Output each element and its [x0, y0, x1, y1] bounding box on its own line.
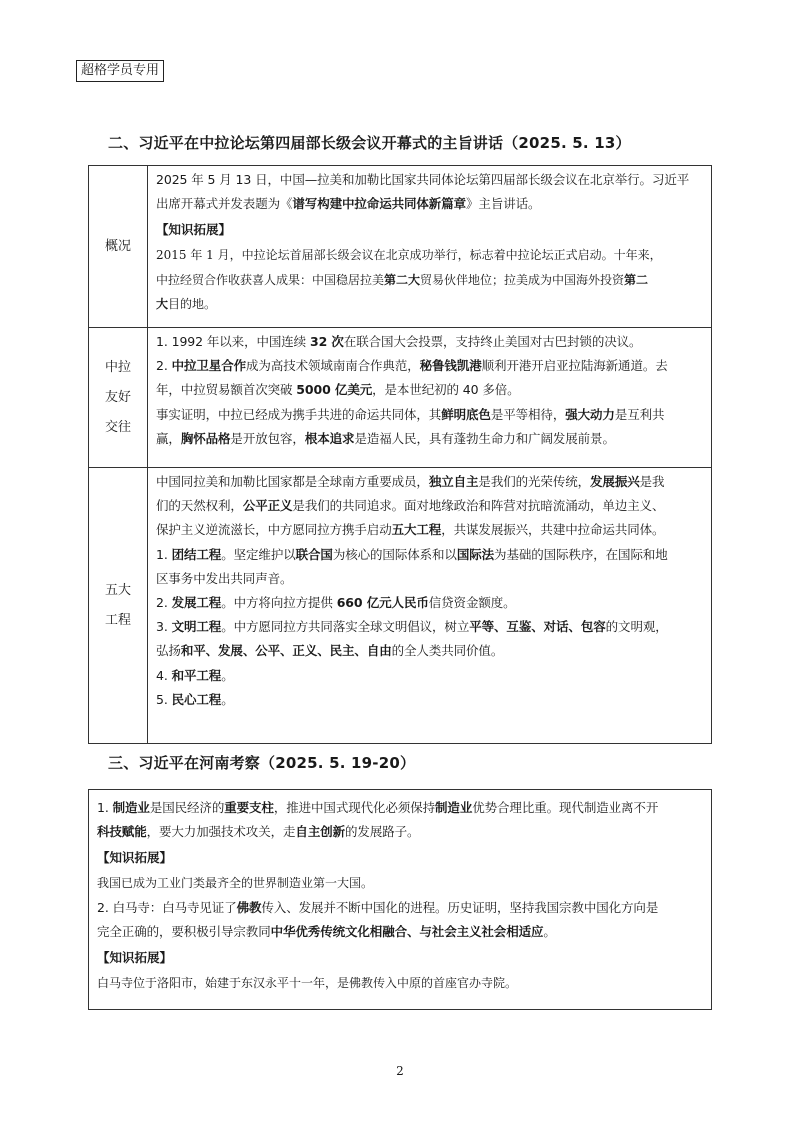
row-label-overview: 概况: [89, 166, 148, 328]
friendship-line-1: 1. 1992 年以来，中国连续 32 次在联合国大会投票，支持终止美国对古巴封锁的决议。: [156, 334, 642, 349]
henan-line-3: 2. 白马寺：白马寺见证了佛教传入、发展并不断中国化的进程。历史证明，坚持我国宗教中国化方向是: [97, 899, 659, 915]
henan-line-1: 1. 制造业是国民经济的重要支柱，推进中国式现代化必须保持制造业优势合理比重。现代制造业离不开: [97, 800, 659, 815]
friendship-line-3: 年，中拉贸易额首次突破 5000 亿美元，是本世纪初的 40 多倍。: [156, 382, 520, 398]
row-content-five-projects: [148, 468, 712, 744]
projects-line-5: 区事务中发出共同声音。: [156, 570, 293, 586]
projects-line-1: 中国同拉美和加勒比国家都是全球南方重要成员，独立自主是我们的光荣传统，发展振兴是我: [156, 474, 665, 489]
overview-line-2: 出席开幕式并发表题为《谱写构建中拉命运共同体新篇章》主旨讲话。: [156, 196, 541, 212]
row-content-overview: [148, 166, 712, 328]
overview-line-1: 2025 年 5 月 13 日，中国—拉美和加勒比国家共同体论坛第四届部长级会议在北京举行。习近平: [156, 172, 690, 187]
table-row-five-projects: [89, 468, 712, 744]
knowledge-extension-label-3: 【知识拓展】: [97, 950, 173, 966]
friendship-line-2: 2. 中拉卫星合作成为高技术领域南南合作典范，秘鲁钱凯港顺利开港开启亚拉陆海新通道。去: [156, 358, 668, 374]
row-label-friendship: 中拉 友好 交往: [89, 328, 148, 468]
overview-ext-line-1: 2015 年 1 月，中拉论坛首届部长级会议在北京成功举行，标志着中拉论坛正式启动。十年来，: [156, 248, 662, 263]
henan-line-2: 科技赋能，要大力加强技术攻关，走自主创新的发展路子。: [97, 824, 420, 840]
row-content-friendship: [148, 328, 712, 468]
table-row-overview: [89, 166, 712, 328]
projects-line-10: 5. 民心工程。: [156, 691, 234, 707]
overview-ext-line-3: 大目的地。: [156, 297, 217, 312]
section-2-heading: 二、习近平在中拉论坛第四届部长级会议开幕式的主旨讲话（2025. 5. 13）: [108, 134, 631, 152]
henan-ext-line-2: 白马寺位于洛阳市，始建于东汉永平十一年，是佛教传入中原的首座官办寺院。: [97, 976, 518, 991]
projects-line-6: 2. 发展工程。中方将向拉方提供 660 亿元人民币信贷资金额度。: [156, 595, 516, 611]
overview-ext-line-2: 中拉经贸合作收获喜人成果：中国稳居拉美第二大贸易伙伴地位；拉美成为中国海外投资第二: [156, 272, 649, 287]
projects-line-2: 们的天然权利，公平正义是我们的共同追求。面对地缘政治和阵营对抗暗流涌动，单边主义、: [156, 498, 665, 514]
knowledge-extension-label: 【知识拓展】: [156, 222, 232, 238]
friendship-line-5: 赢，胸怀品格是开放包容，根本追求是造福人民，具有蓬勃生命力和广阔发展前景。: [156, 430, 615, 446]
page-number: 2: [396, 1064, 404, 1078]
projects-line-3: 保护主义逆流滋长，中方愿同拉方携手启动五大工程，共谋发展振兴，共建中拉命运共同体。: [156, 522, 665, 538]
friendship-line-4: 事实证明，中拉已经成为携手共进的命运共同体，其鲜明底色是平等相待，强大动力是互利共: [156, 406, 665, 422]
section-3-heading: 三、习近平在河南考察（2025. 5. 19-20）: [108, 754, 416, 772]
projects-line-9: 4. 和平工程。: [156, 667, 234, 683]
henan-ext-line-1: 我国已成为工业门类最齐全的世界制造业第一大国。: [97, 876, 374, 891]
table-row-friendship: [89, 328, 712, 468]
henan-line-4: 完全正确的，要积极引导宗教同中华优秀传统文化相融合、与社会主义社会相适应。: [97, 924, 556, 940]
projects-line-7: 3. 文明工程。中方愿同拉方共同落实全球文明倡议，树立平等、互鉴、对话、包容的文明观，: [156, 619, 668, 635]
knowledge-extension-label-2: 【知识拓展】: [97, 850, 173, 866]
row-label-five-projects: 五大 工程: [89, 468, 148, 744]
student-tag: 超格学员专用: [76, 60, 164, 82]
section-2-table: [88, 165, 712, 744]
projects-line-8: 弘扬和平、发展、公平、正义、民主、自由的全人类共同价值。: [156, 643, 504, 659]
projects-line-4: 1. 团结工程。坚定维护以联合国为核心的国际体系和以国际法为基础的国际秩序，在国际和地: [156, 546, 668, 562]
section-3-box: [88, 789, 712, 1010]
